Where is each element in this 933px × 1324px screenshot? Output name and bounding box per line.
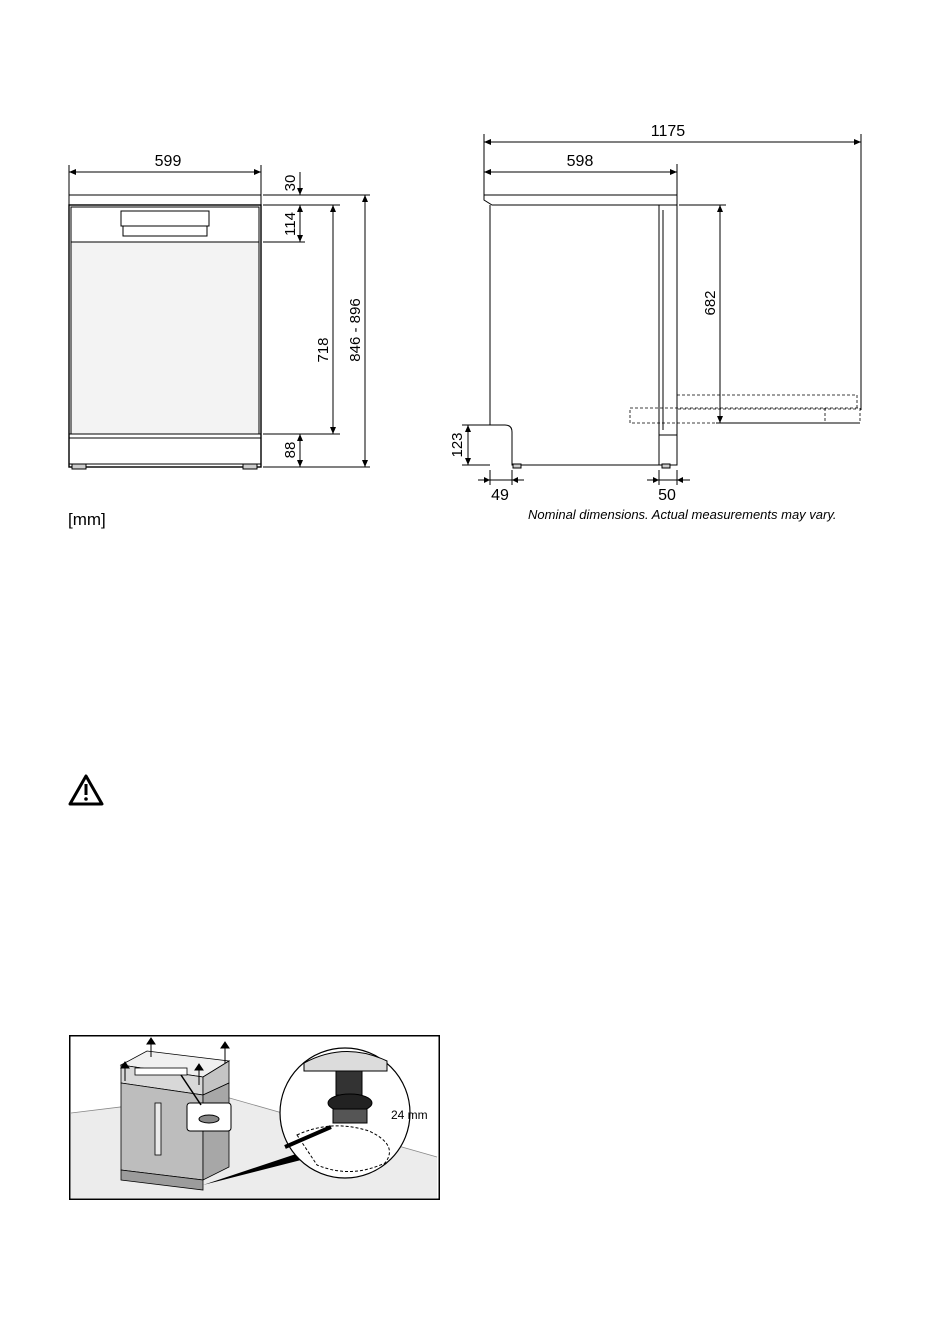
dim-depth: 598 xyxy=(566,153,594,170)
dim-door-height: 682 xyxy=(702,290,719,316)
dim-recess-height: 123 xyxy=(449,432,466,458)
foot-adjust-label: 24 mm xyxy=(391,1108,428,1122)
side-view-diagram xyxy=(430,110,890,510)
dim-panel: 114 xyxy=(282,212,299,236)
dim-width: 599 xyxy=(154,153,182,170)
unit-label: [mm] xyxy=(68,510,106,529)
front-view-diagram xyxy=(0,0,420,500)
dimension-note: Nominal dimensions. Actual measurements may vary. xyxy=(528,507,837,522)
dim-recess-depth: 49 xyxy=(491,487,509,504)
dim-plinth: 88 xyxy=(282,441,299,459)
dim-worktop: 30 xyxy=(282,174,299,192)
dim-door-offset: 50 xyxy=(658,487,676,504)
warning-triangle-icon xyxy=(67,773,105,807)
foot-adjustment-figure xyxy=(69,1035,440,1200)
dim-depth-open: 1175 xyxy=(650,123,686,140)
dim-overall: 846 - 896 xyxy=(347,298,364,362)
dim-door: 718 xyxy=(315,337,332,363)
